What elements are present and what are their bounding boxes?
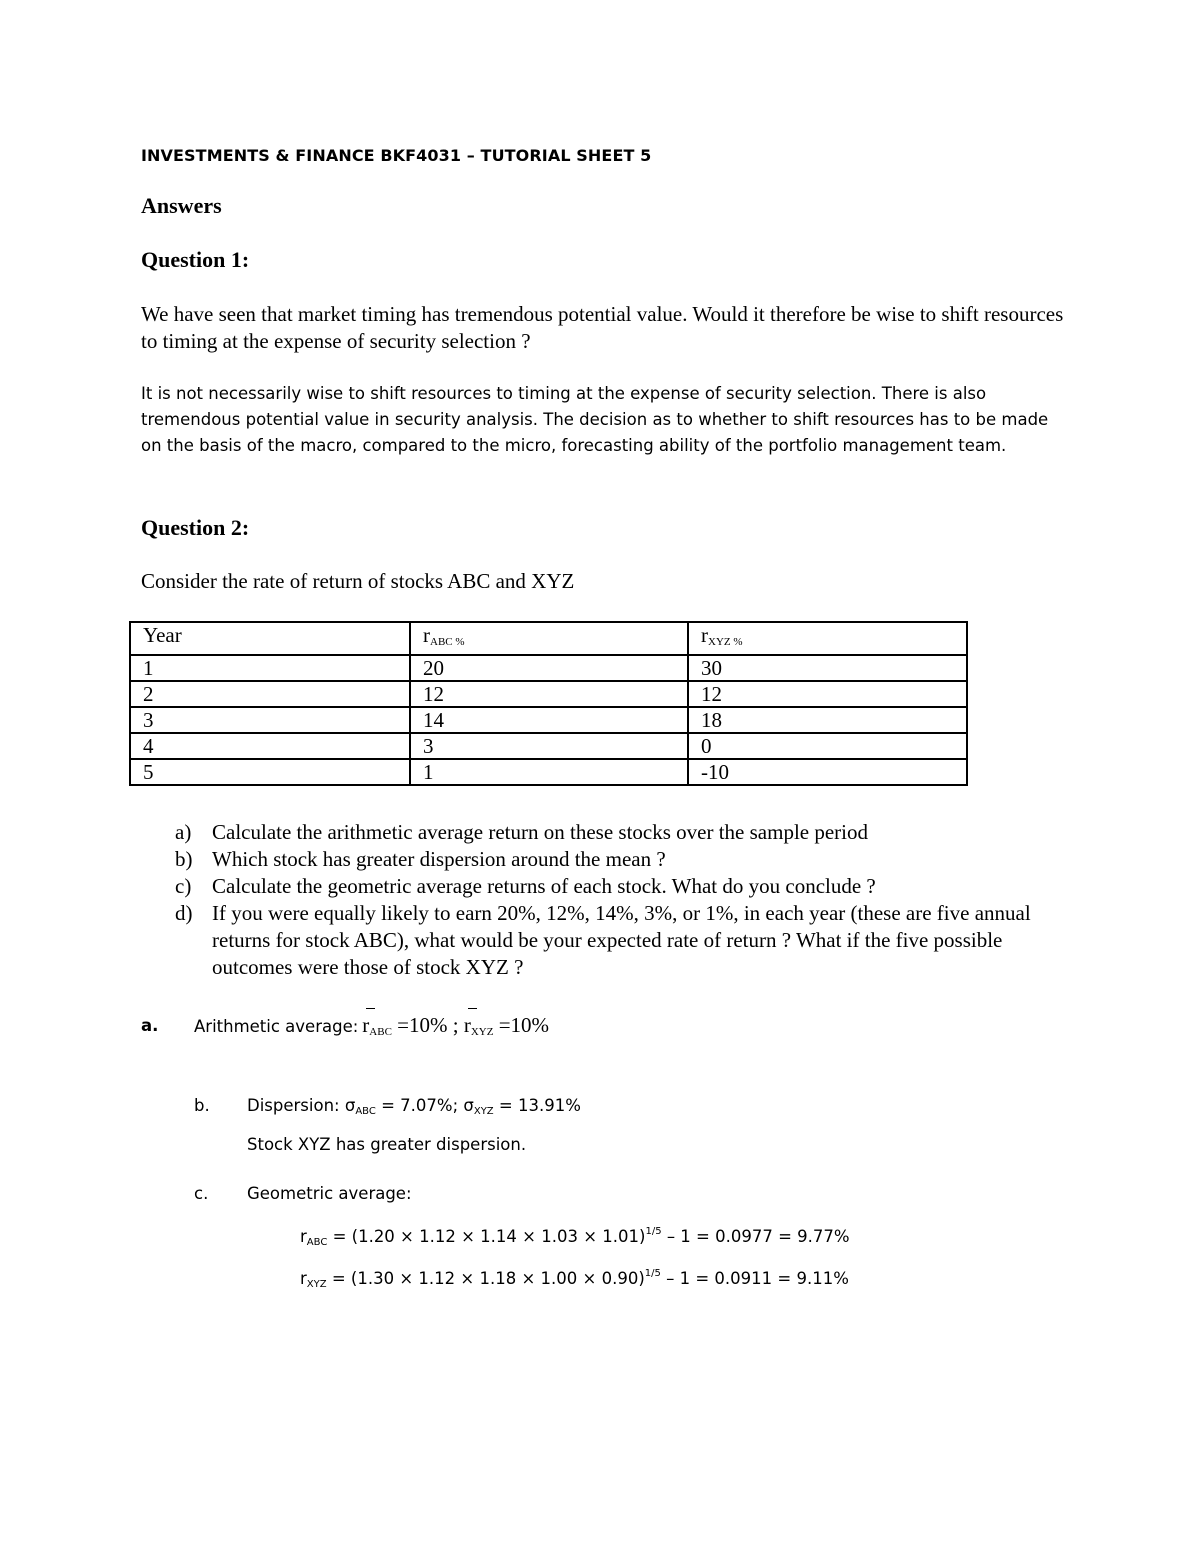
r-abc-symbol: r xyxy=(362,1013,370,1037)
cell-xyz: 0 xyxy=(688,733,967,759)
sigma-xyz-value: = 13.91% xyxy=(498,1096,581,1115)
solution-b-label: b. xyxy=(194,1096,210,1115)
cell-year: 5 xyxy=(130,759,410,785)
solution-c-title: Geometric average: xyxy=(247,1184,412,1203)
item-text: Calculate the arithmetic average return on these stocks over the sample period xyxy=(212,820,868,844)
cell-abc: 12 xyxy=(410,681,688,707)
sigma-xyz-subscript: XYZ xyxy=(473,1106,494,1117)
cell-year: 1 xyxy=(130,655,410,681)
document-title: INVESTMENTS & FINANCE BKF4031 – TUTORIAL SHEET 5 xyxy=(141,146,652,165)
question1-prompt: We have seen that market timing has tremendous potential value. Would it therefore be wise to shift resources to timing at the expense of security selection ? xyxy=(141,302,1064,353)
question1-heading: Question 1: xyxy=(141,247,250,272)
list-item xyxy=(175,873,1065,900)
sigma-abc-subscript: ABC xyxy=(355,1106,376,1117)
r-xyz-symbol: r xyxy=(463,1013,471,1037)
question2-items xyxy=(175,819,1065,981)
item-text: If you were equally likely to earn 20%, 12%, 14%, 3%, or 1%, in each year (these are five annual returns for stock ABC), what would be your expected rate of return ? What if the five possible outcomes were those of stock XYZ ? xyxy=(212,901,1031,979)
r-abc-value: =10% ; xyxy=(397,1013,459,1037)
solution-a-title: Arithmetic average: xyxy=(194,1017,359,1036)
list-item xyxy=(175,819,1065,846)
list-item xyxy=(175,900,1065,981)
geo-abc-expression: = (1.20 × 1.12 × 1.14 × 1.03 × 1.01) xyxy=(332,1227,646,1246)
geo-abc-subscript: ABC xyxy=(306,1237,328,1248)
geometric-abc-line xyxy=(300,1226,850,1248)
geo-abc-symbol: r xyxy=(300,1227,307,1246)
table-row xyxy=(130,707,967,733)
cell-xyz: 12 xyxy=(688,681,967,707)
table-row xyxy=(130,681,967,707)
header-year: Year xyxy=(130,622,410,655)
question2-prompt: Consider the rate of return of stocks ABC and XYZ xyxy=(141,569,575,593)
item-label: a) xyxy=(175,820,192,844)
table-row xyxy=(130,655,967,681)
table-row xyxy=(130,733,967,759)
cell-abc: 14 xyxy=(410,707,688,733)
cell-xyz: 18 xyxy=(688,707,967,733)
geo-xyz-result: – 1 = 0.0911 = 9.11% xyxy=(666,1269,849,1288)
cell-year: 4 xyxy=(130,733,410,759)
item-text: Which stock has greater dispersion around the mean ? xyxy=(212,847,666,871)
r-abc-subscript: ABC xyxy=(369,1026,392,1038)
r-xyz-value: =10% xyxy=(498,1013,550,1037)
question1-answer: It is not necessarily wise to shift resources to timing at the expense of security selection. There is also tremendous potential value in security analysis. The decision as to whether to shift resources has to be made on the basis of the macro, compared to the micro, forecasting ability of the portfolio management team. xyxy=(141,384,1049,455)
table-row xyxy=(130,759,967,785)
item-label: d) xyxy=(175,901,193,925)
sigma-abc-symbol: σ xyxy=(344,1096,356,1115)
item-label: c) xyxy=(175,874,192,898)
solution-c-label: c. xyxy=(194,1184,209,1203)
answers-heading: Answers xyxy=(141,193,222,218)
geo-abc-result: – 1 = 0.0977 = 9.77% xyxy=(666,1227,850,1246)
geo-xyz-exponent: 1/5 xyxy=(644,1268,661,1279)
solution-a xyxy=(194,1013,549,1038)
cell-abc: 20 xyxy=(410,655,688,681)
sigma-abc-value: = 7.07%; xyxy=(381,1096,459,1115)
sigma-xyz-symbol: σ xyxy=(463,1096,474,1115)
table-header-row xyxy=(130,622,967,655)
geo-abc-exponent: 1/5 xyxy=(645,1226,662,1237)
question2-heading: Question 2: xyxy=(141,515,250,540)
cell-abc: 3 xyxy=(410,733,688,759)
cell-xyz: -10 xyxy=(688,759,967,785)
solution-a-label: a. xyxy=(141,1016,159,1035)
cell-xyz: 30 xyxy=(688,655,967,681)
cell-year: 3 xyxy=(130,707,410,733)
solution-b-title: Dispersion: xyxy=(247,1096,340,1115)
header-r-xyz: $r_{XYZ \%}$ xyxy=(688,622,967,655)
list-item xyxy=(175,846,1065,873)
r-xyz-subscript: XYZ xyxy=(470,1026,494,1038)
solution-b-conclusion: Stock XYZ has greater dispersion. xyxy=(247,1135,527,1154)
cell-abc: 1 xyxy=(410,759,688,785)
geo-xyz-symbol: r xyxy=(300,1269,307,1288)
cell-year: 2 xyxy=(130,681,410,707)
header-r-abc: $r_{ABC \%}$ xyxy=(410,622,688,655)
geo-xyz-expression: = (1.30 × 1.12 × 1.18 × 1.00 × 0.90) xyxy=(331,1269,645,1288)
geo-xyz-subscript: XYZ xyxy=(306,1279,327,1290)
geometric-xyz-line xyxy=(300,1268,849,1290)
solution-b xyxy=(247,1096,581,1117)
item-text: Calculate the geometric average returns of each stock. What do you conclude ? xyxy=(212,874,876,898)
item-label: b) xyxy=(175,847,193,871)
returns-table xyxy=(129,621,968,786)
